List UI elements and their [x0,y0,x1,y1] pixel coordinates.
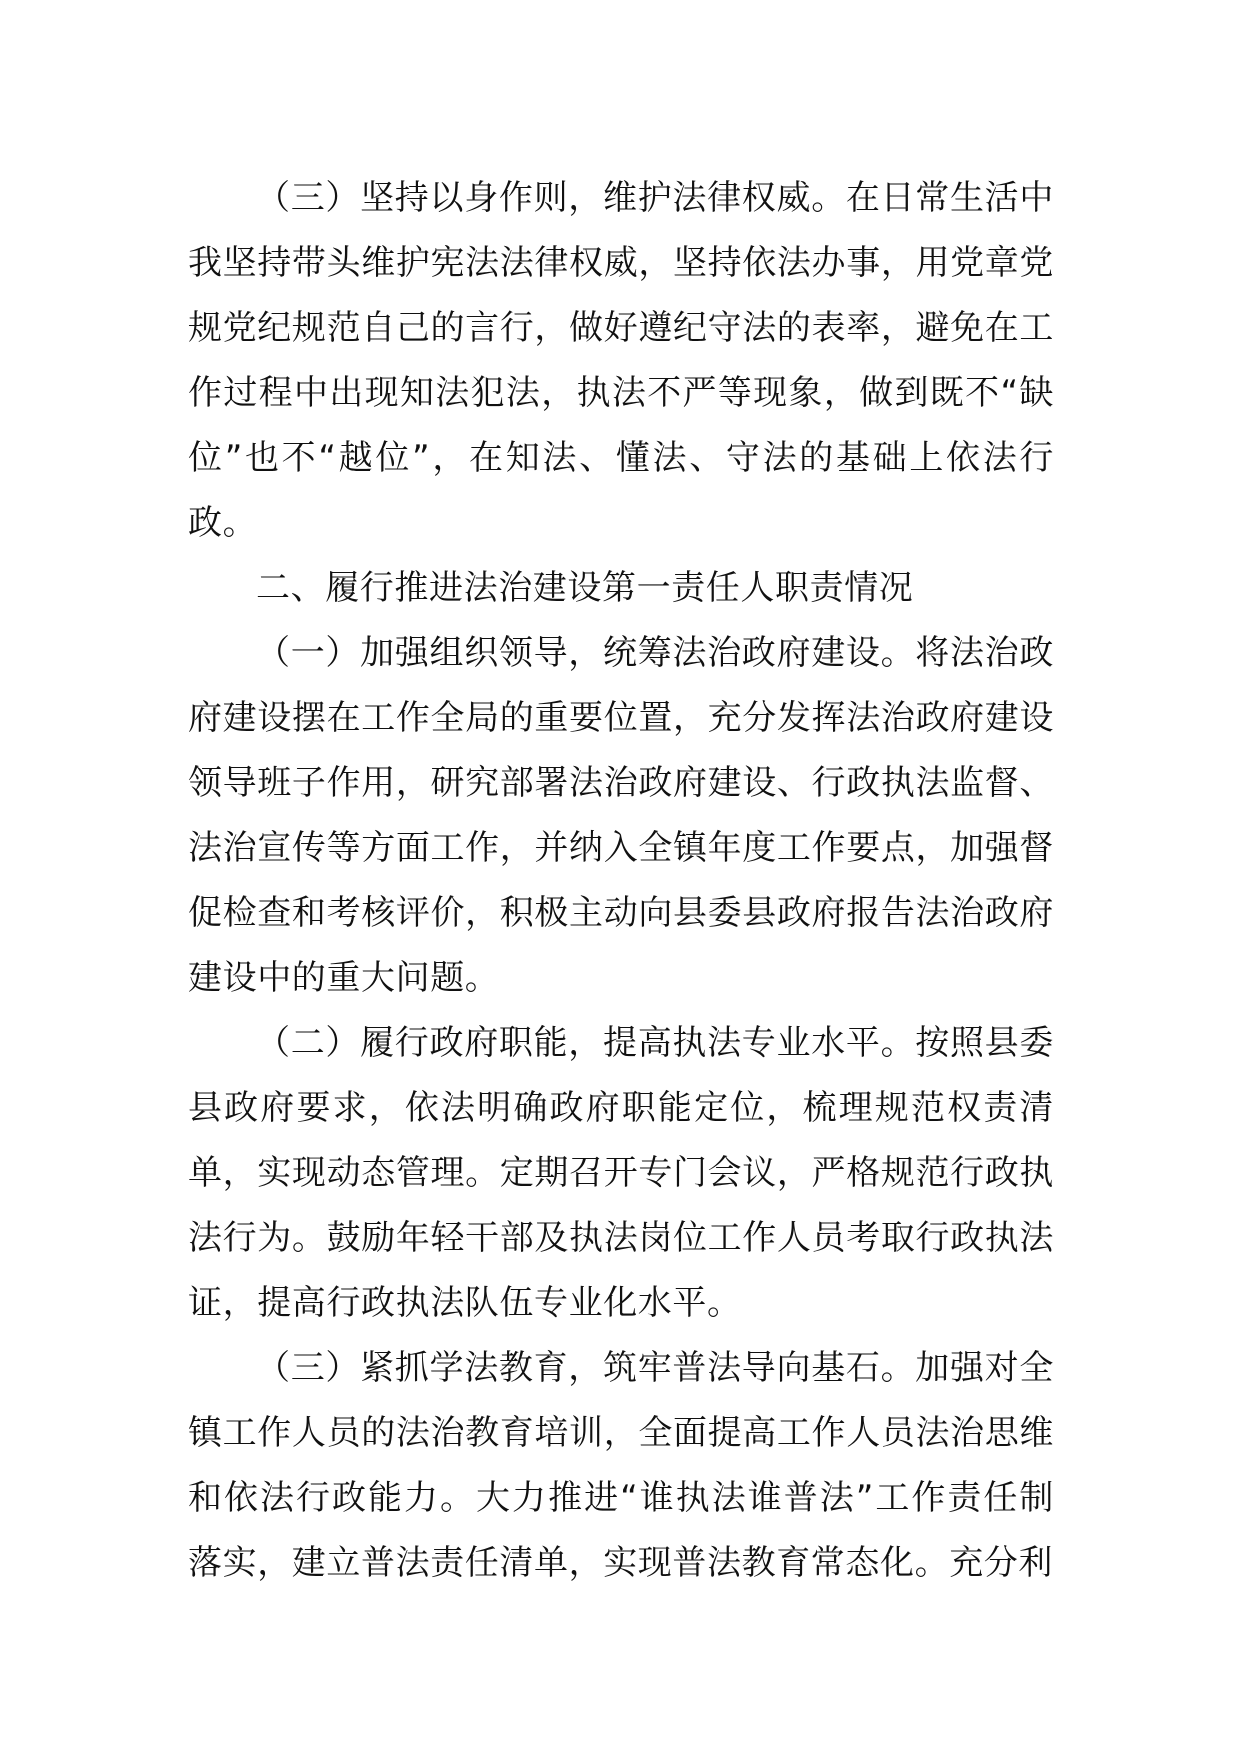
paragraph-legal-education: （三）紧抓学法教育，筑牢普法导向基石。加强对全镇工作人员的法治教育培训，全面提高工作人员法治思维和依法行政能力。大力推进“谁执法谁普法”工作责任制落实，建立普法责任清单，实现普法教育常态化。充分利 [188,1348,1054,1583]
paragraph-persist-setting-example: （三）坚持以身作则，维护法律权威。在日常生活中我坚持带头维护宪法法律权威，坚持依法办事，用党章党规党纪规范自己的言行，做好遵纪守法的表率，避免在工作过程中出现知法犯法，执法不严等现象，做到既不“缺位”也不“越位”，在知法、懂法、守法的基础上依法行政。 [188,178,1054,543]
paragraph-government-functions: （二）履行政府职能，提高执法专业水平。按照县委县政府要求，依法明确政府职能定位，梳理规范权责清单，实现动态管理。定期召开专门会议，严格规范行政执法行为。鼓励年轻干部及执法岗位工作人员考取行政执法证，提高行政执法队伍专业化水平。 [188,1023,1054,1323]
document-page [188,166,1054,1596]
section-heading-two: 二、履行推进法治建设第一责任人职责情况 [256,568,914,608]
paragraph-strengthen-leadership: （一）加强组织领导，统筹法治政府建设。将法治政府建设摆在工作全局的重要位置，充分发挥法治政府建设领导班子作用，研究部署法治政府建设、行政执法监督、法治宣传等方面工作，并纳入全镇年度工作要点，加强督促检查和考核评价，积极主动向县委县政府报告法治政府建设中的重大问题。 [188,633,1054,998]
